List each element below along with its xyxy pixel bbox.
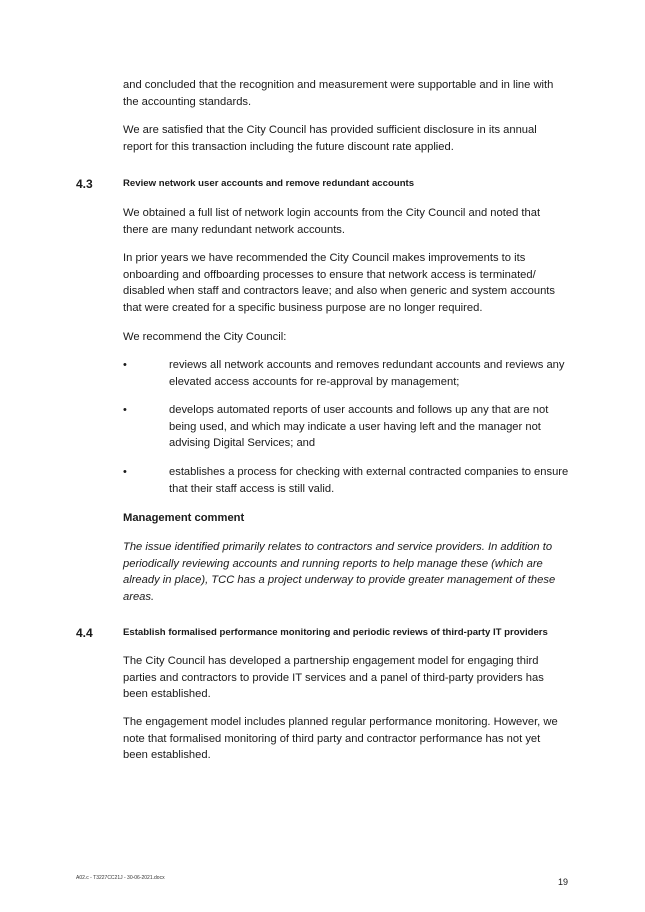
paragraph: The City Council has developed a partnership engagement model for engaging third parties and contractors to provide IT services and a panel of third-party providers has been established. [123, 655, 544, 701]
paragraph: The engagement model includes planned regular performance monitoring. However, we note that formalised monitoring of third party and contractor performance has not yet been established. [123, 716, 558, 762]
section-title: Review network user accounts and remove redundant accounts [123, 178, 415, 189]
bullet-icon: • [123, 404, 127, 416]
paragraph: We are satisfied that the City Council has provided sufficient disclosure in its annual report for this transaction including the future discount rate applied. [123, 124, 537, 153]
bullet-icon: • [123, 359, 127, 371]
section-number: 4.4 [76, 626, 93, 640]
management-comment-heading: Management comment [123, 512, 245, 524]
footer-doc-reference: A02.c - T3227CC21J - 30-06-2021.docx [76, 875, 165, 881]
page-number: 19 [558, 877, 569, 887]
section-title: Establish formalised performance monitoring and periodic reviews of third-party IT providers [123, 627, 548, 638]
bullet-item: establishes a process for checking with external contracted companies to ensure that their staff access is still valid. [169, 466, 569, 495]
bullet-item: reviews all network accounts and removes redundant accounts and reviews any elevated access accounts for re-approval by management; [169, 359, 565, 388]
paragraph: and concluded that the recognition and measurement were supportable and in line with the accounting standards. [123, 79, 554, 108]
paragraph: We obtained a full list of network login accounts from the City Council and noted that there are many redundant network accounts. [123, 207, 541, 236]
management-comment: The issue identified primarily relates to contractors and service providers. In addition to periodically reviewing accounts and running reports to help manage these (which are already in place), TCC has a project underway to provide greater management of these areas. [123, 541, 556, 603]
section-number: 4.3 [76, 177, 93, 191]
paragraph: We recommend the City Council: [123, 331, 287, 343]
paragraph: In prior years we have recommended the City Council makes improvements to its onboarding and offboarding processes to ensure that network access is terminated/ disabled when staff and contractors leave; and also when generic and system accounts that were created for a specific business purpose are no longer required. [123, 252, 556, 314]
bullet-icon: • [123, 466, 127, 478]
bullet-item: develops automated reports of user accounts and follows up any that are not being used, and which may indicate a user having left and the manager not advising Digital Services; and [169, 404, 549, 450]
